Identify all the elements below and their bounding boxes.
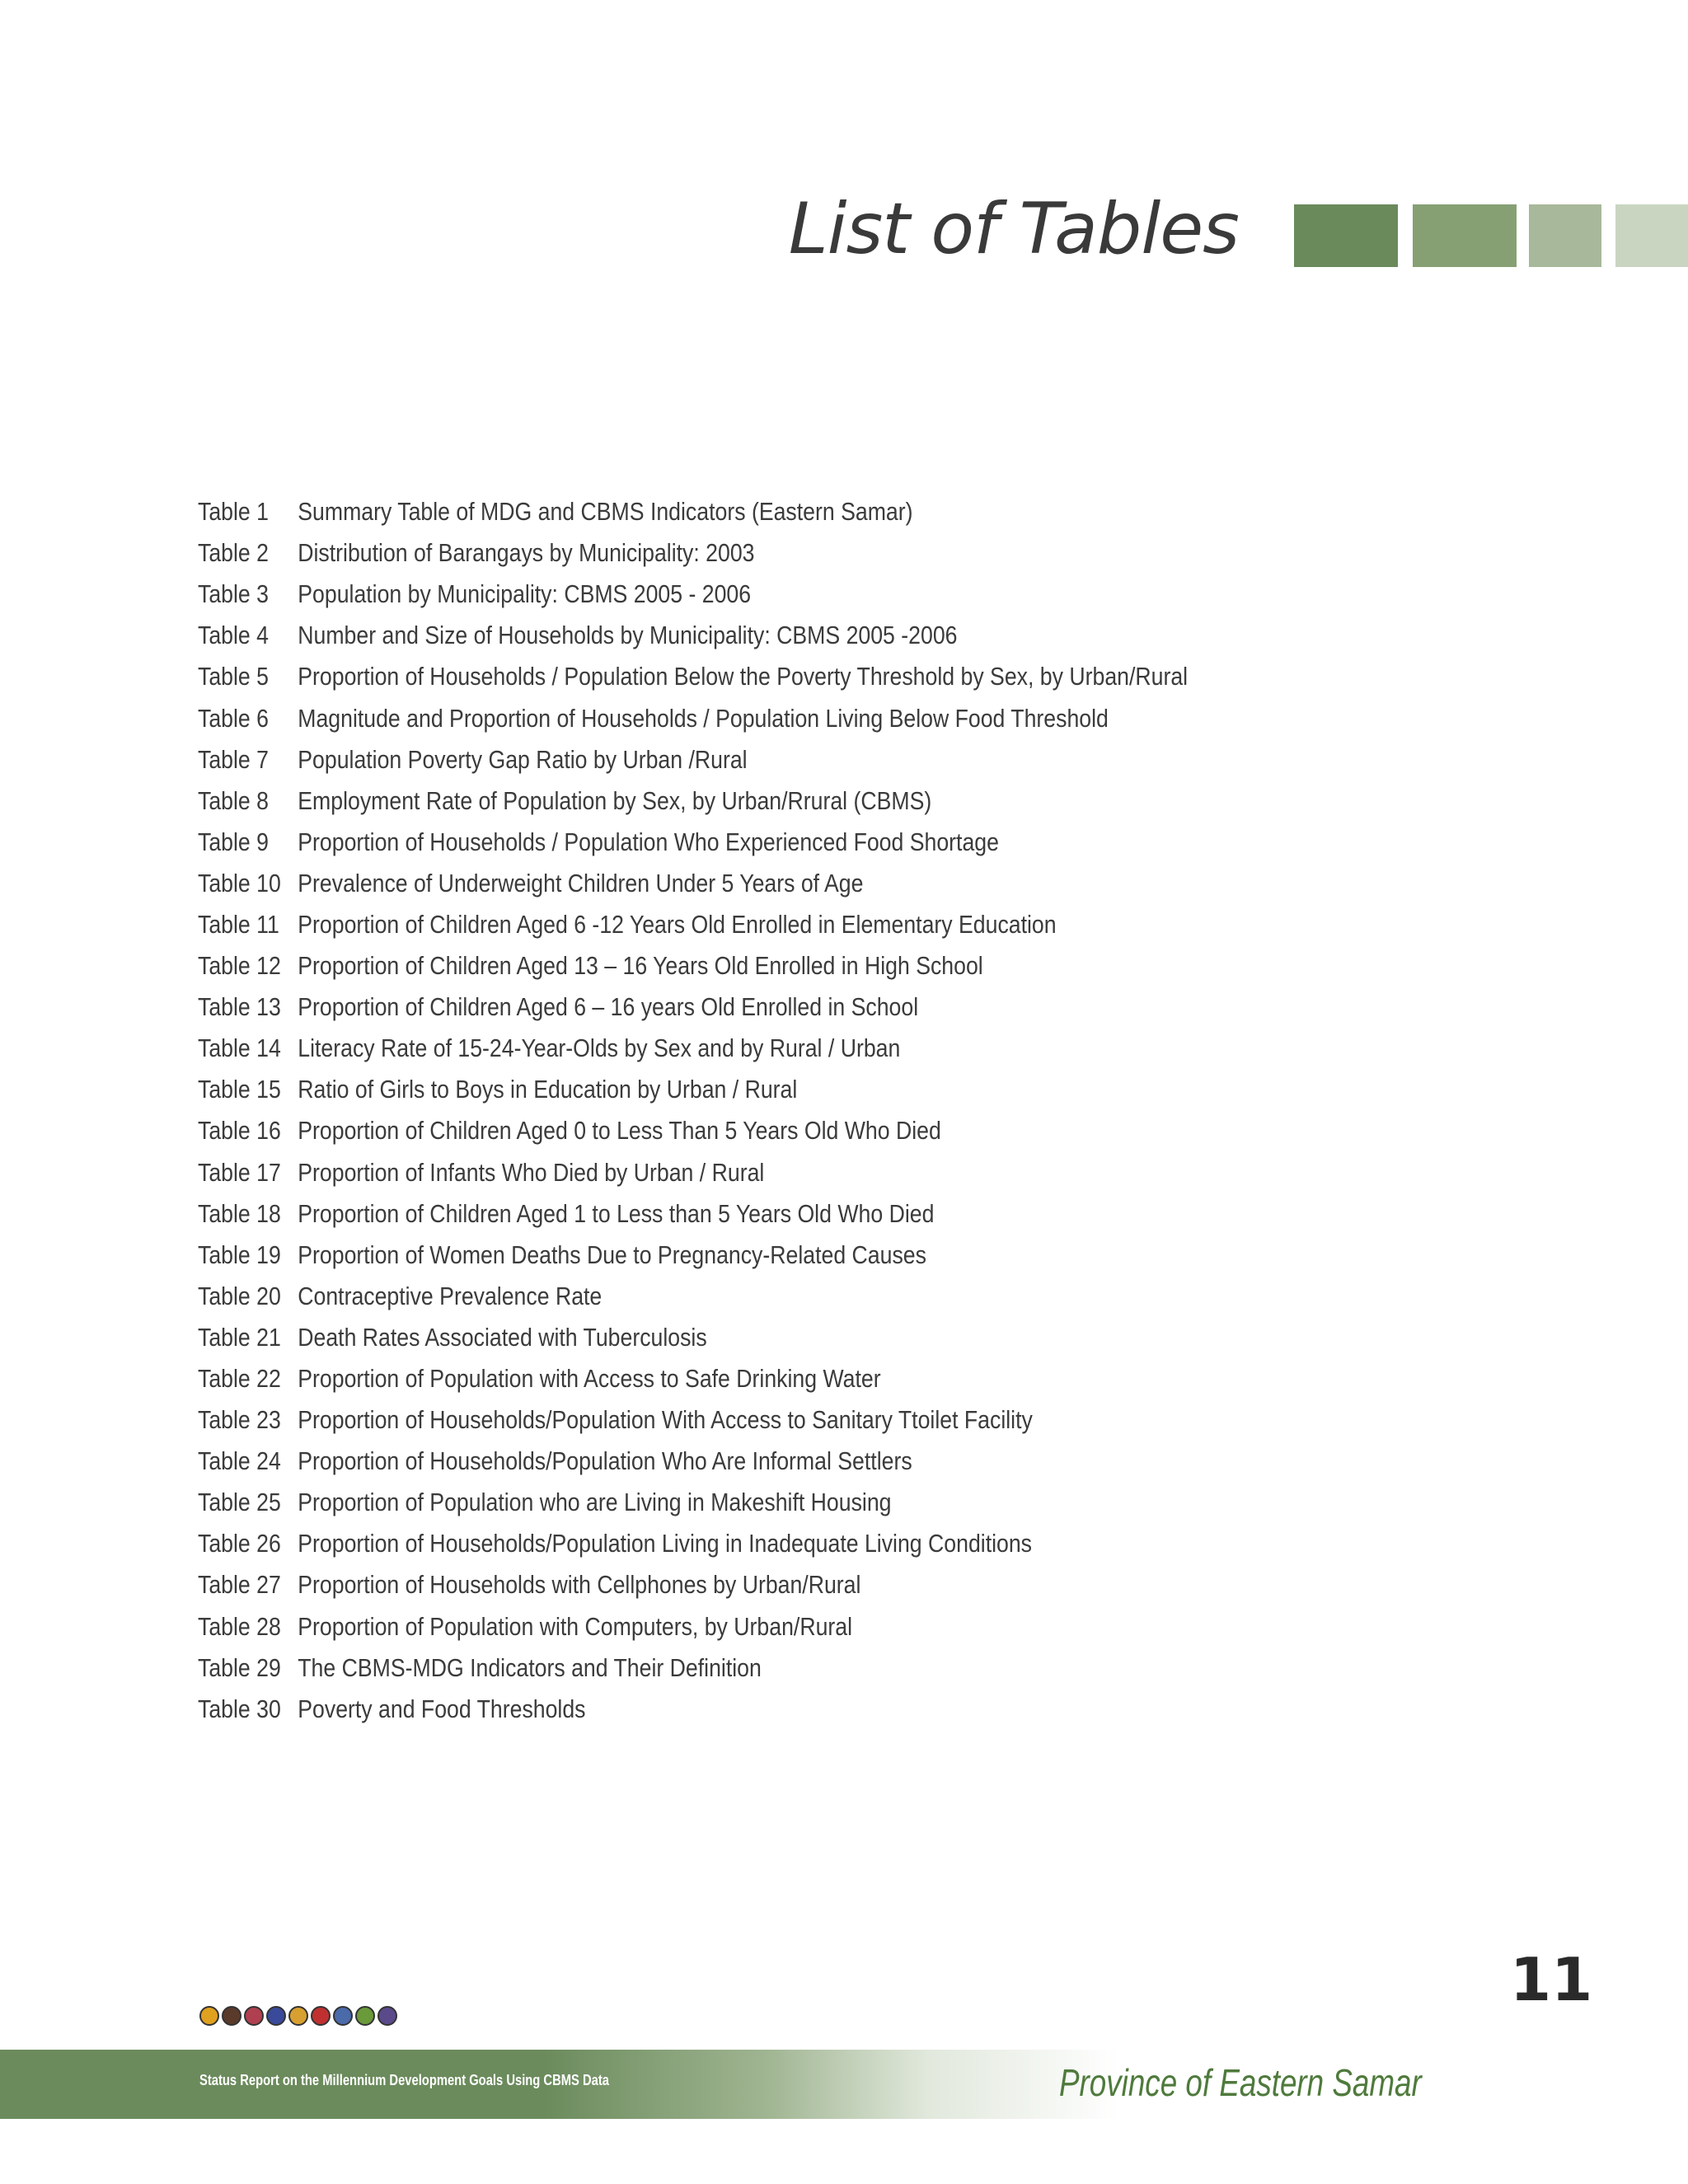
accent-square-1 [1294, 204, 1398, 267]
table-label: Table 24 [198, 1446, 281, 1476]
page-number: 11 [1510, 1945, 1593, 2014]
list-item [198, 1069, 1403, 1110]
table-title: The CBMS-MDG Indicators and Their Definition [298, 1652, 762, 1682]
table-title: Proportion of Population with Computers, by Urban/Rural [298, 1611, 853, 1641]
mdg-goal-icon [288, 2006, 308, 2026]
list-item [198, 1606, 1403, 1647]
list-item [198, 1317, 1403, 1358]
footer-province: Province of Eastern Samar [1059, 2061, 1422, 2104]
table-label: Table 25 [198, 1488, 281, 1517]
table-title: Proportion of Children Aged 13 – 16 Years Old Enrolled in High School [298, 951, 983, 981]
list-item [198, 780, 1403, 822]
table-title: Proportion of Infants Who Died by Urban / Rural [298, 1157, 765, 1187]
table-title: Poverty and Food Thresholds [298, 1694, 586, 1723]
list-item [198, 1689, 1403, 1730]
list-item [198, 1358, 1403, 1399]
list-item [198, 1482, 1403, 1523]
list-item [198, 1110, 1403, 1151]
table-title: Proportion of Population who are Living in Makeshift Housing [298, 1488, 892, 1517]
list-item [198, 945, 1403, 987]
table-title: Proportion of Households with Cellphones by Urban/Rural [298, 1570, 861, 1600]
list-item [198, 574, 1403, 615]
footer-report-title: Status Report on the Millennium Development Goals Using CBMS Data [199, 2072, 609, 2088]
list-item [198, 1523, 1403, 1564]
list-item [198, 1399, 1403, 1441]
list-item [198, 615, 1403, 656]
table-label: Table 19 [198, 1240, 281, 1269]
table-label: Table 26 [198, 1529, 281, 1558]
table-label: Table 16 [198, 1116, 281, 1146]
list-item [198, 904, 1403, 945]
table-title: Proportion of Population with Access to Safe Drinking Water [298, 1364, 881, 1394]
table-title: Employment Rate of Population by Sex, by Urban/Rrural (CBMS) [298, 785, 932, 815]
mdg-goal-icon [199, 2006, 219, 2026]
mdg-goal-icon [377, 2006, 397, 2026]
list-item [198, 1441, 1403, 1482]
table-label: Table 6 [198, 703, 269, 733]
table-title: Proportion of Women Deaths Due to Pregnancy-Related Causes [298, 1240, 926, 1269]
list-item [198, 697, 1403, 738]
table-label: Table 3 [198, 579, 269, 609]
mdg-goal-icon [266, 2006, 286, 2026]
table-label: Table 8 [198, 785, 269, 815]
table-title: Proportion of Children Aged 6 – 16 years Old Enrolled in School [298, 992, 919, 1022]
list-item [198, 1235, 1403, 1276]
list-item [198, 1276, 1403, 1317]
table-title: Proportion of Households/Population With Access to Sanitary Ttoilet Facility [298, 1405, 1033, 1435]
table-label: Table 9 [198, 827, 269, 856]
table-title: Proportion of Children Aged 0 to Less Than 5 Years Old Who Died [298, 1116, 941, 1146]
table-label: Table 23 [198, 1405, 281, 1435]
list-item [198, 863, 1403, 904]
table-title: Population by Municipality: CBMS 2005 - 2006 [298, 579, 752, 609]
table-title: Distribution of Barangays by Municipality: 2003 [298, 538, 755, 568]
page-title: List of Tables [788, 188, 1239, 270]
list-item [198, 987, 1403, 1028]
table-title: Prevalence of Underweight Children Under 5 Years of Age [298, 868, 864, 898]
list-item [198, 822, 1403, 863]
table-label: Table 14 [198, 1033, 281, 1063]
table-label: Table 18 [198, 1198, 281, 1228]
table-label: Table 5 [198, 662, 269, 691]
table-label: Table 11 [198, 909, 279, 939]
mdg-goal-icon [244, 2006, 264, 2026]
table-list [198, 491, 1599, 1730]
table-label: Table 30 [198, 1694, 281, 1723]
accent-square-2 [1413, 204, 1517, 267]
list-item [198, 1564, 1403, 1605]
accent-square-4 [1615, 204, 1688, 267]
table-title: Proportion of Children Aged 1 to Less than 5 Years Old Who Died [298, 1198, 935, 1228]
mdg-goal-icon [333, 2006, 353, 2026]
table-label: Table 15 [198, 1075, 281, 1104]
table-title: Proportion of Households/Population Living in Inadequate Living Conditions [298, 1529, 1033, 1558]
table-title: Magnitude and Proportion of Households / Population Living Below Food Threshold [298, 703, 1109, 733]
table-label: Table 1 [198, 497, 269, 527]
list-item [198, 1647, 1403, 1689]
list-item [198, 656, 1403, 697]
table-label: Table 21 [198, 1322, 281, 1352]
mdg-goal-icon [355, 2006, 375, 2026]
list-item [198, 739, 1403, 780]
table-title: Summary Table of MDG and CBMS Indicators (Eastern Samar) [298, 497, 913, 527]
list-item [198, 1152, 1403, 1193]
list-item [198, 491, 1403, 532]
table-label: Table 22 [198, 1364, 281, 1394]
mdg-goal-icon [311, 2006, 331, 2026]
accent-square-3 [1529, 204, 1601, 267]
table-title: Proportion of Households/Population Who Are Informal Settlers [298, 1446, 912, 1476]
table-title: Proportion of Children Aged 6 -12 Years Old Enrolled in Elementary Education [298, 909, 1057, 939]
table-label: Table 2 [198, 538, 269, 568]
table-title: Proportion of Households / Population Below the Poverty Threshold by Sex, by Urban/Rural [298, 662, 1189, 691]
table-label: Table 13 [198, 992, 281, 1022]
table-title: Number and Size of Households by Municipality: CBMS 2005 -2006 [298, 621, 958, 650]
table-title: Proportion of Households / Population Who Experienced Food Shortage [298, 827, 999, 856]
table-label: Table 10 [198, 868, 281, 898]
table-label: Table 20 [198, 1281, 281, 1310]
table-title: Population Poverty Gap Ratio by Urban /Rural [298, 744, 748, 774]
table-title: Literacy Rate of 15-24-Year-Olds by Sex and by Rural / Urban [298, 1033, 901, 1063]
table-label: Table 4 [198, 621, 269, 650]
table-label: Table 7 [198, 744, 269, 774]
table-label: Table 27 [198, 1570, 281, 1600]
table-title: Death Rates Associated with Tuberculosis [298, 1322, 707, 1352]
list-item [198, 532, 1403, 574]
table-label: Table 28 [198, 1611, 281, 1641]
mdg-logos [199, 2006, 397, 2026]
mdg-goal-icon [222, 2006, 241, 2026]
list-item [198, 1193, 1403, 1235]
table-title: Ratio of Girls to Boys in Education by Urban / Rural [298, 1075, 798, 1104]
table-title: Contraceptive Prevalence Rate [298, 1281, 603, 1310]
table-label: Table 17 [198, 1157, 281, 1187]
list-item [198, 1028, 1403, 1069]
table-label: Table 29 [198, 1652, 281, 1682]
table-label: Table 12 [198, 951, 281, 981]
